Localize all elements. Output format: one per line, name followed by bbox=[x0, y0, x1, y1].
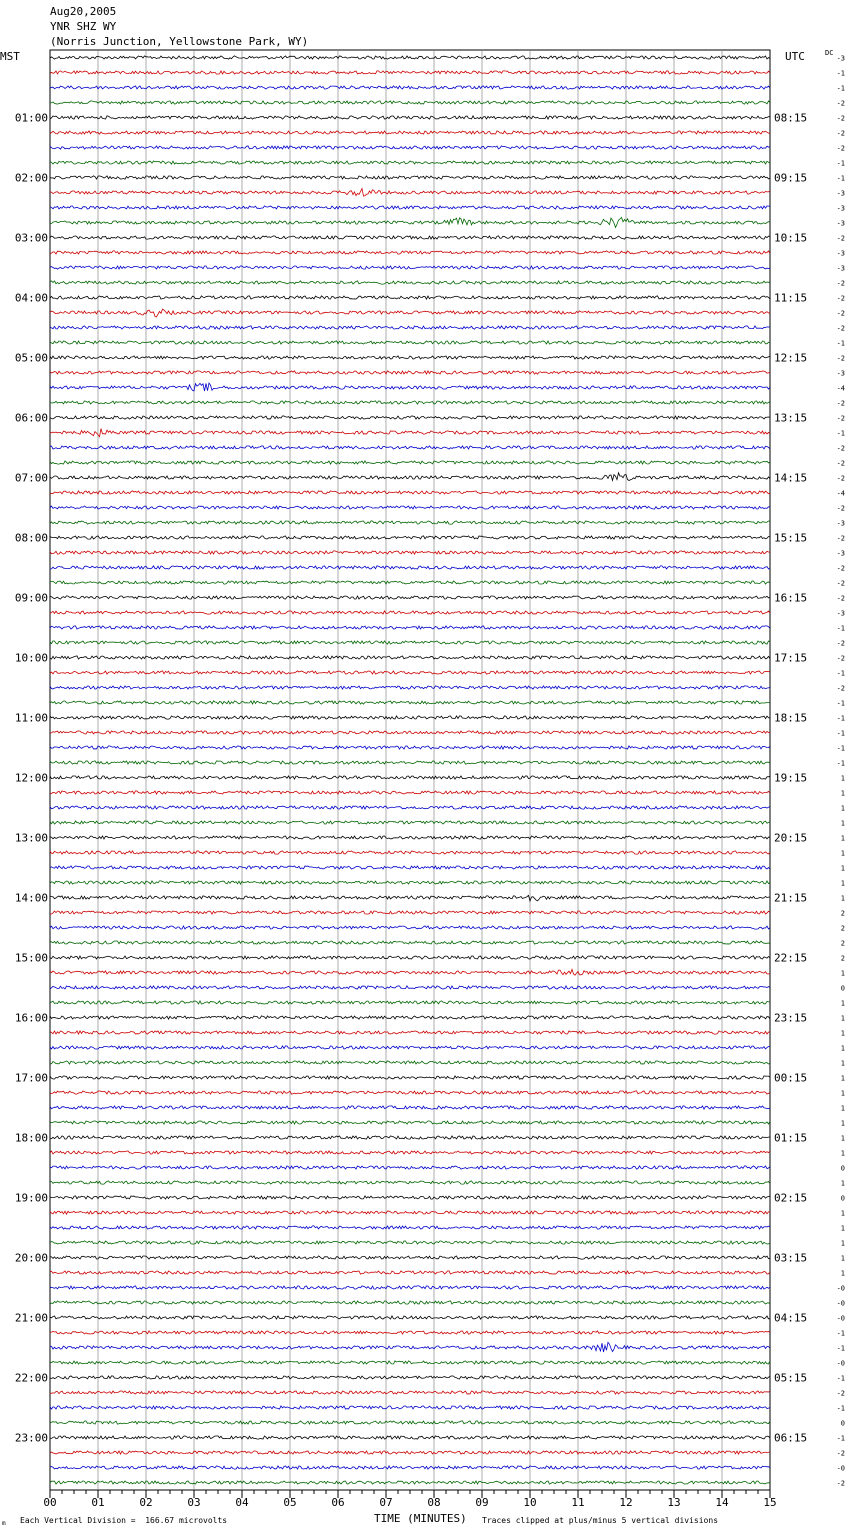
mst-hour-label: 21:00 bbox=[14, 1311, 48, 1325]
trace-line bbox=[50, 116, 770, 119]
dc-offset-value: 1 bbox=[840, 849, 845, 858]
x-tick-label: 03 bbox=[187, 1496, 201, 1509]
trace-line bbox=[50, 1301, 770, 1304]
dc-offset-value: -1 bbox=[836, 339, 845, 348]
trace-line bbox=[50, 1391, 770, 1394]
dc-offset-value: -2 bbox=[836, 99, 845, 108]
footer-mark: m bbox=[2, 1520, 6, 1527]
trace-line bbox=[50, 596, 770, 599]
dc-offset-value: -2 bbox=[836, 639, 845, 648]
trace-line bbox=[50, 986, 770, 989]
trace-line bbox=[50, 761, 770, 764]
dc-offset-value: -1 bbox=[836, 669, 845, 678]
utc-hour-label: 06:15 bbox=[774, 1431, 808, 1445]
x-tick-label: 12 bbox=[619, 1496, 633, 1509]
trace-line bbox=[50, 611, 770, 614]
dc-offset-value: -1 bbox=[836, 1374, 845, 1383]
dc-offset-value: -2 bbox=[836, 294, 845, 303]
x-tick-label: 14 bbox=[715, 1496, 729, 1509]
x-tick-label: 02 bbox=[139, 1496, 153, 1509]
utc-hour-label: 14:15 bbox=[774, 471, 808, 485]
trace-line bbox=[50, 1166, 770, 1169]
trace-line bbox=[50, 969, 770, 975]
trace-line bbox=[50, 881, 770, 884]
trace-line bbox=[50, 1342, 770, 1352]
trace-line bbox=[50, 1256, 770, 1259]
dc-offset-value: 1 bbox=[840, 1119, 845, 1128]
dc-offset-value: -1 bbox=[836, 759, 845, 768]
dc-offset-value: -1 bbox=[836, 69, 845, 78]
dc-offset-value: -0 bbox=[836, 1299, 845, 1308]
trace-line bbox=[50, 71, 770, 74]
trace-line bbox=[50, 1331, 770, 1334]
utc-hour-label: 05:15 bbox=[774, 1371, 808, 1385]
dc-offset-value: -1 bbox=[836, 1329, 845, 1338]
utc-hour-label: 17:15 bbox=[774, 651, 808, 665]
dc-offset-value: 1 bbox=[840, 1269, 845, 1278]
dc-offset-value: -1 bbox=[836, 729, 845, 738]
utc-hour-label: 01:15 bbox=[774, 1131, 808, 1145]
trace-line bbox=[50, 176, 770, 179]
trace-line bbox=[50, 1421, 770, 1424]
dc-offset-value: -2 bbox=[836, 459, 845, 468]
trace-line bbox=[50, 217, 770, 227]
dc-offset-value: -2 bbox=[836, 234, 845, 243]
dc-offset-value: -2 bbox=[836, 564, 845, 573]
trace-line bbox=[50, 521, 770, 524]
dc-offset-value: -2 bbox=[836, 414, 845, 423]
dc-offset-value: -2 bbox=[836, 279, 845, 288]
chart-date: Aug20,2005 bbox=[50, 5, 117, 18]
trace-line bbox=[50, 1466, 770, 1469]
trace-line bbox=[50, 731, 770, 734]
dc-offset-value: 1 bbox=[840, 804, 845, 813]
mst-hour-label: 12:00 bbox=[14, 771, 48, 785]
trace-line bbox=[50, 776, 770, 779]
dc-offset-value: -2 bbox=[836, 309, 845, 318]
trace-line bbox=[50, 1121, 770, 1124]
mst-axis-label: MST bbox=[0, 50, 20, 63]
x-axis-title: TIME (MINUTES) bbox=[374, 1512, 467, 1525]
trace-line bbox=[50, 806, 770, 809]
dc-offset-value: 2 bbox=[840, 939, 845, 948]
x-tick-label: 07 bbox=[379, 1496, 393, 1509]
trace-line bbox=[50, 356, 770, 359]
scale-note: Each Vertical Division = 166.67 microvolts bbox=[20, 1516, 228, 1525]
x-tick-label: 10 bbox=[523, 1496, 537, 1509]
x-tick-label: 06 bbox=[331, 1496, 345, 1509]
trace-line bbox=[50, 566, 770, 569]
trace-line bbox=[50, 341, 770, 344]
dc-offset-value: -2 bbox=[836, 354, 845, 363]
dc-offset-value: -1 bbox=[836, 1344, 845, 1353]
dc-offset-value: -1 bbox=[836, 174, 845, 183]
dc-offset-value: 0 bbox=[840, 984, 845, 993]
trace-line bbox=[50, 1076, 770, 1079]
dc-offset-value: 1 bbox=[840, 1089, 845, 1098]
trace-line bbox=[50, 821, 770, 824]
mst-hour-label: 18:00 bbox=[14, 1131, 48, 1145]
mst-hour-label: 06:00 bbox=[14, 411, 48, 425]
dc-offset-value: 0 bbox=[840, 1194, 845, 1203]
dc-offset-value: 1 bbox=[840, 1149, 845, 1158]
trace-line bbox=[50, 1436, 770, 1439]
dc-offset-value: -2 bbox=[836, 129, 845, 138]
trace-line bbox=[50, 686, 770, 689]
mst-hour-label: 23:00 bbox=[14, 1431, 48, 1445]
mst-hour-label: 04:00 bbox=[14, 291, 48, 305]
mst-hour-label: 02:00 bbox=[14, 171, 48, 185]
utc-hour-label: 22:15 bbox=[774, 951, 808, 965]
dc-offset-value: 1 bbox=[840, 1059, 845, 1068]
dc-offset-value: -1 bbox=[836, 744, 845, 753]
utc-hour-label: 23:15 bbox=[774, 1011, 808, 1025]
dc-offset-value: -3 bbox=[836, 219, 845, 228]
trace-line bbox=[50, 1016, 770, 1019]
mst-hour-label: 13:00 bbox=[14, 831, 48, 845]
trace-line bbox=[50, 1046, 770, 1049]
trace-line bbox=[50, 101, 770, 104]
utc-axis-label: UTC bbox=[785, 50, 805, 63]
dc-offset-value: -2 bbox=[836, 684, 845, 693]
mst-hour-label: 14:00 bbox=[14, 891, 48, 905]
trace-line bbox=[50, 1406, 770, 1409]
trace-line bbox=[50, 941, 770, 944]
trace-line bbox=[50, 429, 770, 437]
trace-line bbox=[50, 1181, 770, 1184]
dc-offset-value: -1 bbox=[836, 624, 845, 633]
x-tick-label: 00 bbox=[43, 1496, 57, 1509]
dc-offset-value: 1 bbox=[840, 1074, 845, 1083]
trace-line bbox=[50, 746, 770, 749]
trace-line bbox=[50, 416, 770, 419]
dc-offset-value: 1 bbox=[840, 1224, 845, 1233]
trace-line bbox=[50, 926, 770, 929]
x-tick-label: 13 bbox=[667, 1496, 681, 1509]
dc-offset-value: -1 bbox=[836, 84, 845, 93]
dc-offset-value: -1 bbox=[836, 1434, 845, 1443]
trace-line bbox=[50, 581, 770, 584]
utc-hour-label: 11:15 bbox=[774, 291, 808, 305]
dc-offset-value: 1 bbox=[840, 1029, 845, 1038]
utc-hour-label: 12:15 bbox=[774, 351, 808, 365]
trace-line bbox=[50, 309, 770, 317]
utc-hour-label: 21:15 bbox=[774, 891, 808, 905]
dc-offset-value: 2 bbox=[840, 924, 845, 933]
dc-offset-value: -2 bbox=[836, 474, 845, 483]
dc-offset-value: -2 bbox=[836, 114, 845, 123]
trace-line bbox=[50, 895, 770, 901]
dc-offset-value: -1 bbox=[836, 699, 845, 708]
trace-line bbox=[50, 641, 770, 644]
trace-line bbox=[50, 536, 770, 539]
utc-hour-label: 04:15 bbox=[774, 1311, 808, 1325]
dc-offset-value: 1 bbox=[840, 879, 845, 888]
trace-line bbox=[50, 146, 770, 149]
mst-hour-label: 03:00 bbox=[14, 231, 48, 245]
dc-offset-value: 1 bbox=[840, 1014, 845, 1023]
trace-line bbox=[50, 791, 770, 794]
trace-line bbox=[50, 1211, 770, 1214]
trace-line bbox=[50, 86, 770, 89]
trace-line bbox=[50, 1061, 770, 1064]
dc-offset-value: -0 bbox=[836, 1359, 845, 1368]
mst-hour-label: 07:00 bbox=[14, 471, 48, 485]
trace-line bbox=[50, 956, 770, 959]
trace-line bbox=[50, 1481, 770, 1484]
trace-line bbox=[50, 1286, 770, 1289]
utc-hour-label: 19:15 bbox=[774, 771, 808, 785]
trace-line bbox=[50, 236, 770, 239]
x-tick-label: 01 bbox=[91, 1496, 105, 1509]
utc-hour-label: 18:15 bbox=[774, 711, 808, 725]
dc-offset-value: -2 bbox=[836, 324, 845, 333]
dc-offset-value: 1 bbox=[840, 834, 845, 843]
clip-note: Traces clipped at plus/minus 5 vertical divisions bbox=[482, 1516, 719, 1525]
utc-hour-label: 15:15 bbox=[774, 531, 808, 545]
dc-offset-value: 1 bbox=[840, 1209, 845, 1218]
dc-offset-value: 0 bbox=[840, 1419, 845, 1428]
mst-hour-label: 20:00 bbox=[14, 1251, 48, 1265]
trace-line bbox=[50, 716, 770, 719]
utc-hour-label: 20:15 bbox=[774, 831, 808, 845]
dc-offset-value: -2 bbox=[836, 579, 845, 588]
utc-hour-label: 08:15 bbox=[774, 111, 808, 125]
trace-line bbox=[50, 189, 770, 197]
dc-offset-value: 1 bbox=[840, 819, 845, 828]
dc-offset-value: 1 bbox=[840, 1239, 845, 1248]
trace-line bbox=[50, 131, 770, 134]
dc-offset-value: -2 bbox=[836, 594, 845, 603]
utc-hour-label: 10:15 bbox=[774, 231, 808, 245]
dc-offset-value: -2 bbox=[836, 504, 845, 513]
dc-offset-value: -3 bbox=[836, 189, 845, 198]
dc-offset-value: 1 bbox=[840, 894, 845, 903]
trace-line bbox=[50, 491, 770, 494]
mst-hour-label: 16:00 bbox=[14, 1011, 48, 1025]
trace-line bbox=[50, 836, 770, 839]
dc-offset-value: -2 bbox=[836, 144, 845, 153]
x-tick-label: 04 bbox=[235, 1496, 249, 1509]
trace-line bbox=[50, 326, 770, 329]
trace-line bbox=[50, 1241, 770, 1244]
trace-line bbox=[50, 1091, 770, 1094]
mst-hour-label: 22:00 bbox=[14, 1371, 48, 1385]
trace-line bbox=[50, 473, 770, 481]
trace-line bbox=[50, 266, 770, 269]
mst-hour-label: 19:00 bbox=[14, 1191, 48, 1205]
trace-line bbox=[50, 506, 770, 509]
dc-offset-value: -2 bbox=[836, 534, 845, 543]
dc-offset-value: -3 bbox=[836, 519, 845, 528]
dc-offset-label: DC bbox=[825, 49, 834, 57]
dc-offset-value: 1 bbox=[840, 999, 845, 1008]
mst-hour-label: 10:00 bbox=[14, 651, 48, 665]
mst-hour-label: 11:00 bbox=[14, 711, 48, 725]
station-code: YNR SHZ WY bbox=[50, 20, 117, 33]
dc-offset-value: 1 bbox=[840, 969, 845, 978]
dc-offset-value: -3 bbox=[836, 54, 845, 63]
trace-line bbox=[50, 446, 770, 449]
dc-offset-value: 0 bbox=[840, 1164, 845, 1173]
dc-offset-value: -0 bbox=[836, 1464, 845, 1473]
trace-line bbox=[50, 1136, 770, 1139]
utc-hour-label: 03:15 bbox=[774, 1251, 808, 1265]
dc-offset-value: 2 bbox=[840, 909, 845, 918]
dc-offset-value: -2 bbox=[836, 444, 845, 453]
dc-offset-value: -3 bbox=[836, 369, 845, 378]
mst-hour-label: 05:00 bbox=[14, 351, 48, 365]
dc-offset-value: -1 bbox=[836, 429, 845, 438]
trace-line bbox=[50, 1376, 770, 1379]
trace-line bbox=[50, 911, 770, 914]
dc-offset-value: -2 bbox=[836, 1449, 845, 1458]
dc-offset-value: -3 bbox=[836, 549, 845, 558]
trace-line bbox=[50, 383, 770, 391]
trace-line bbox=[50, 626, 770, 629]
x-tick-label: 05 bbox=[283, 1496, 297, 1509]
trace-line bbox=[50, 866, 770, 869]
trace-line bbox=[50, 1001, 770, 1004]
trace-line bbox=[50, 461, 770, 464]
trace-line bbox=[50, 161, 770, 164]
dc-offset-value: 1 bbox=[840, 1134, 845, 1143]
trace-line bbox=[50, 251, 770, 254]
x-tick-label: 09 bbox=[475, 1496, 489, 1509]
dc-offset-value: 1 bbox=[840, 789, 845, 798]
dc-offset-value: 1 bbox=[840, 1254, 845, 1263]
dc-offset-value: 1 bbox=[840, 1044, 845, 1053]
trace-line bbox=[50, 656, 770, 659]
dc-offset-value: 1 bbox=[840, 774, 845, 783]
trace-line bbox=[50, 1196, 770, 1199]
dc-offset-value: -2 bbox=[836, 1479, 845, 1488]
trace-line bbox=[50, 401, 770, 404]
x-tick-label: 15 bbox=[763, 1496, 777, 1509]
dc-offset-value: -3 bbox=[836, 264, 845, 273]
trace-line bbox=[50, 1031, 770, 1034]
trace-line bbox=[50, 56, 770, 59]
dc-offset-value: -1 bbox=[836, 159, 845, 168]
dc-offset-value: 2 bbox=[840, 954, 845, 963]
dc-offset-value: -1 bbox=[836, 714, 845, 723]
dc-offset-value: 1 bbox=[840, 864, 845, 873]
mst-hour-label: 08:00 bbox=[14, 531, 48, 545]
dc-offset-value: 1 bbox=[840, 1104, 845, 1113]
mst-hour-label: 17:00 bbox=[14, 1071, 48, 1085]
dc-offset-value: -4 bbox=[836, 489, 845, 498]
dc-offset-value: -1 bbox=[836, 1404, 845, 1413]
dc-offset-value: 1 bbox=[840, 1179, 845, 1188]
x-tick-label: 11 bbox=[571, 1496, 585, 1509]
trace-line bbox=[50, 1106, 770, 1109]
trace-line bbox=[50, 1151, 770, 1154]
dc-offset-value: -2 bbox=[836, 1389, 845, 1398]
trace-line bbox=[50, 371, 770, 374]
trace-line bbox=[50, 1271, 770, 1274]
mst-hour-label: 09:00 bbox=[14, 591, 48, 605]
trace-line bbox=[50, 1316, 770, 1319]
utc-hour-label: 00:15 bbox=[774, 1071, 808, 1085]
station-location: (Norris Junction, Yellowstone Park, WY) bbox=[50, 35, 309, 48]
trace-line bbox=[50, 1451, 770, 1454]
mst-hour-label: 15:00 bbox=[14, 951, 48, 965]
utc-hour-label: 13:15 bbox=[774, 411, 808, 425]
trace-line bbox=[50, 281, 770, 284]
trace-line bbox=[50, 551, 770, 554]
trace-line bbox=[50, 701, 770, 704]
x-tick-label: 08 bbox=[427, 1496, 441, 1509]
utc-hour-label: 02:15 bbox=[774, 1191, 808, 1205]
dc-offset-value: -4 bbox=[836, 384, 845, 393]
utc-hour-label: 16:15 bbox=[774, 591, 808, 605]
dc-offset-value: -0 bbox=[836, 1284, 845, 1293]
mst-hour-label: 01:00 bbox=[14, 111, 48, 125]
dc-offset-value: -2 bbox=[836, 654, 845, 663]
trace-line bbox=[50, 296, 770, 299]
trace-line bbox=[50, 671, 770, 674]
dc-offset-value: -3 bbox=[836, 609, 845, 618]
trace-line bbox=[50, 851, 770, 854]
trace-line bbox=[50, 206, 770, 209]
trace-line bbox=[50, 1361, 770, 1364]
dc-offset-value: -0 bbox=[836, 1314, 845, 1323]
dc-offset-value: -2 bbox=[836, 399, 845, 408]
dc-offset-value: -3 bbox=[836, 204, 845, 213]
dc-offset-value: -3 bbox=[836, 249, 845, 258]
trace-line bbox=[50, 1226, 770, 1229]
utc-hour-label: 09:15 bbox=[774, 171, 808, 185]
